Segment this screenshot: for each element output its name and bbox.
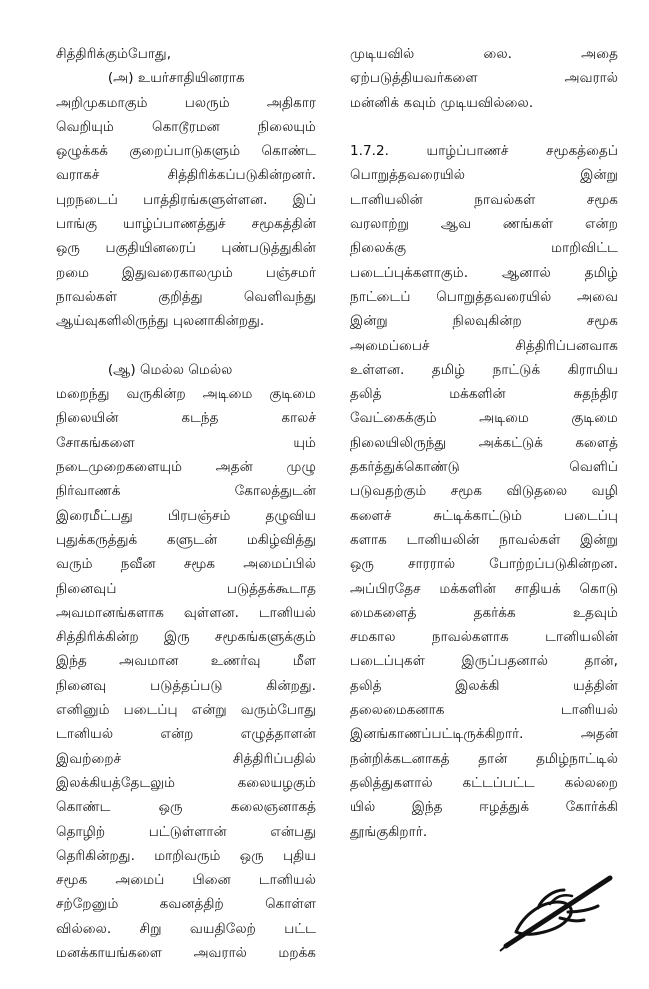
left-column-text-line: வரும் நவீன சமூக அமைப்பில் (56, 556, 316, 573)
left-column-text-line: வெறியும் கொடூரமன நிலையும் (56, 118, 316, 135)
right-column-text-line: வரலாற்று ஆவ ணங்கள் என்ற (350, 216, 618, 233)
right-column-text-line: முடியவில் லை. அதை (350, 46, 618, 62)
right-column-text-line: படுவதற்கும் சமூக விடுதலை வழி (350, 483, 618, 500)
right-column-text-line: களைச் சுட்டிக்காட்டும் படைப்பு (350, 507, 618, 524)
left-column-text-line: மறைந்து வருகின்ற அடிமை குடிமை (56, 386, 316, 403)
left-column-text-line: நிலையின் கடந்த காலச் (56, 410, 316, 427)
paragraph-gap (350, 115, 618, 139)
left-column-text-line: அறிமுகமாகும் பலரும் அதிகார (56, 94, 316, 111)
right-column-text-line: 1.7.2. யாழ்ப்பாணச் சமூகத்தைப் (350, 143, 618, 160)
left-column-text-line: வராகச் சித்திரிக்கப்படுகின்றனர். (56, 167, 316, 184)
left-column-text-line: சற்றேனும் கவனத்திற் கொள்ள (56, 896, 316, 913)
left-column-text-line: வில்லை. சிறு வயதிலேற் பட்ட (56, 920, 316, 937)
left-column-text-line: ஒரு பகுதியினரைப் புண்படுத்துகின் (56, 240, 316, 257)
left-column-text-line: டானியல் என்ற எழுத்தாளன் (56, 726, 316, 743)
right-column-text-line: தூங்குகிறார். (350, 823, 428, 840)
left-column-text-line: இந்த அவமான உணர்வு மீள (56, 653, 316, 670)
left-column-text-line: மனக்காயங்களை அவரால் மறக்க (56, 944, 316, 961)
right-column-text-line: படைப்புக்களாகும். ஆனால் தமிழ் (350, 264, 618, 281)
left-column-text-line: நினைவுப் படுத்தக்கூடாத (56, 580, 316, 597)
left-column-text-line: நடைமுறைகளையும் அதன் முழு (56, 459, 316, 476)
right-column-text-line: படைப்புகள் இருப்பதனால் தான், (350, 653, 618, 670)
left-column (56, 42, 316, 965)
right-column-text-line: மன்னிக் கவும் முடியவில்லை. (350, 94, 534, 111)
left-column-text-line: நினைவு படுத்தப்படு கின்றது. (56, 677, 316, 694)
left-column-text-line: றமை இதுவரைகாலமும் பஞ்சமர் (56, 264, 316, 281)
left-column-text-line: ஒழுக்கக் குறைப்பாடுகளும் கொண்ட (56, 143, 316, 160)
pen-in-hand-icon (498, 872, 618, 952)
right-column-text-line: உள்ளன. தமிழ் நாட்டுக் கிராமிய (350, 361, 618, 378)
right-column-text-line: இனங்காணப்பட்டிருக்கிறார். அதன் (350, 726, 618, 743)
left-column-text-line: அவமானங்களாக வுள்ளன. டானியல் (56, 604, 316, 621)
paragraph-gap (56, 334, 316, 358)
left-column-text-line: இவற்றைச் சித்திரிப்பதில் (56, 750, 316, 767)
left-column-text-line: (ஆ) மெல்ல மெல்ல (56, 361, 233, 378)
right-column-text-line: தலைமைகனாக டானியல் (350, 702, 618, 719)
right-column-text-line: தலித்துகளால் கட்டப்பட்ட கல்லறை (350, 774, 618, 791)
right-column-text-line: ஒரு சாரரால் போற்றப்படுகின்றன. (350, 556, 618, 573)
right-column-text-line: நிலையிலிருந்து அக்கட்டுக் களைத் (350, 434, 618, 451)
right-column-text-line: களாக டானியலின் நாவல்கள் இன்று (350, 531, 618, 548)
left-column-text-line: இலக்கியத்தேடலும் கலையழகும் (56, 774, 316, 791)
right-column-text-line: நாட்டைப் பொறுத்தவரையில் அவை (350, 288, 618, 305)
left-column-text-line: சமூக அமைப் பினை டானியல் (56, 872, 316, 889)
right-column-text-line: அப்பிரதேச மக்களின் சாதியக் கொடு (350, 580, 618, 597)
right-column-text-line: தலித் இலக்கி யத்தின் (350, 677, 618, 694)
right-column-text-line: மைகளைத் தகர்க்க உதவும் (350, 604, 618, 621)
left-column-text-line: சித்திரிக்கின்ற இரு சமூகங்களுக்கும் (56, 629, 316, 646)
left-column-text-line: புறநடைப் பாத்திரங்களுள்ளன. இப் (56, 191, 316, 208)
right-column-text-line: யில் இந்த ஈழத்துக் கோர்க்கி (350, 799, 618, 816)
right-column-text-line: நன்றிக்கடனாகத் தான் தமிழ்நாட்டில் (350, 750, 618, 767)
right-column-text-line: அமைப்பைச் சித்திரிப்பனவாக (350, 337, 618, 354)
left-column-text-line: தொழிற் பட்டுள்ளான் என்பது (56, 823, 316, 840)
left-column-text-line: சித்திரிக்கும்போது, (56, 46, 172, 62)
left-column-text-line: (அ) உயர்சாதியினராக (56, 70, 245, 87)
left-column-text-line: சோகங்களை யும் (56, 434, 316, 451)
right-column-text-line: நிலைக்கு மாறிவிட்ட (350, 240, 618, 257)
left-column-text-line: பாங்கு யாழ்ப்பாணத்துச் சமூகத்தின் (56, 216, 316, 233)
right-column-text-line: சமகால நாவல்களாக டானியலின் (350, 629, 618, 646)
right-column-text-line: தகர்த்துக்கொண்டு வெளிப் (350, 459, 618, 476)
left-column-text-line: நாவல்கள் குறித்து வெளிவந்து (56, 288, 316, 305)
left-column-text-line: கொண்ட ஒரு கலைஞனாகத் (56, 799, 316, 816)
right-column-text-line: தலித் மக்களின் சுதந்திர (350, 386, 618, 403)
left-column-text-line: ஆய்வுகளிலிருந்து புலனாகின்றது. (56, 313, 265, 330)
left-column-text-line: இரைமீட்பது பிரபஞ்சம் தழுவிய (56, 507, 316, 524)
left-column-text-line: எனினும் படைப்பு என்று வரும்போது (56, 702, 316, 719)
right-column-text-line: வேட்கைக்கும் அடிமை குடிமை (350, 410, 618, 427)
right-column-text-line: இன்று நிலவுகின்ற சமூக (350, 313, 618, 330)
left-column-text-line: புதுக்கருத்துக் களுடன் மகிழ்வித்து (56, 531, 316, 548)
left-column-text-line: நிர்வாணக் கோலத்துடன் (56, 483, 316, 500)
right-column-text-line: டானியலின் நாவல்கள் சமூக (350, 191, 618, 208)
right-column-text-line: ஏற்படுத்தியவர்களை அவரால் (350, 70, 618, 87)
left-column-text-line: தெரிகின்றது. மாறிவரும் ஒரு புதிய (56, 847, 316, 864)
right-column (350, 42, 618, 844)
right-column-text-line: பொறுத்தவரையில் இன்று (350, 167, 618, 184)
